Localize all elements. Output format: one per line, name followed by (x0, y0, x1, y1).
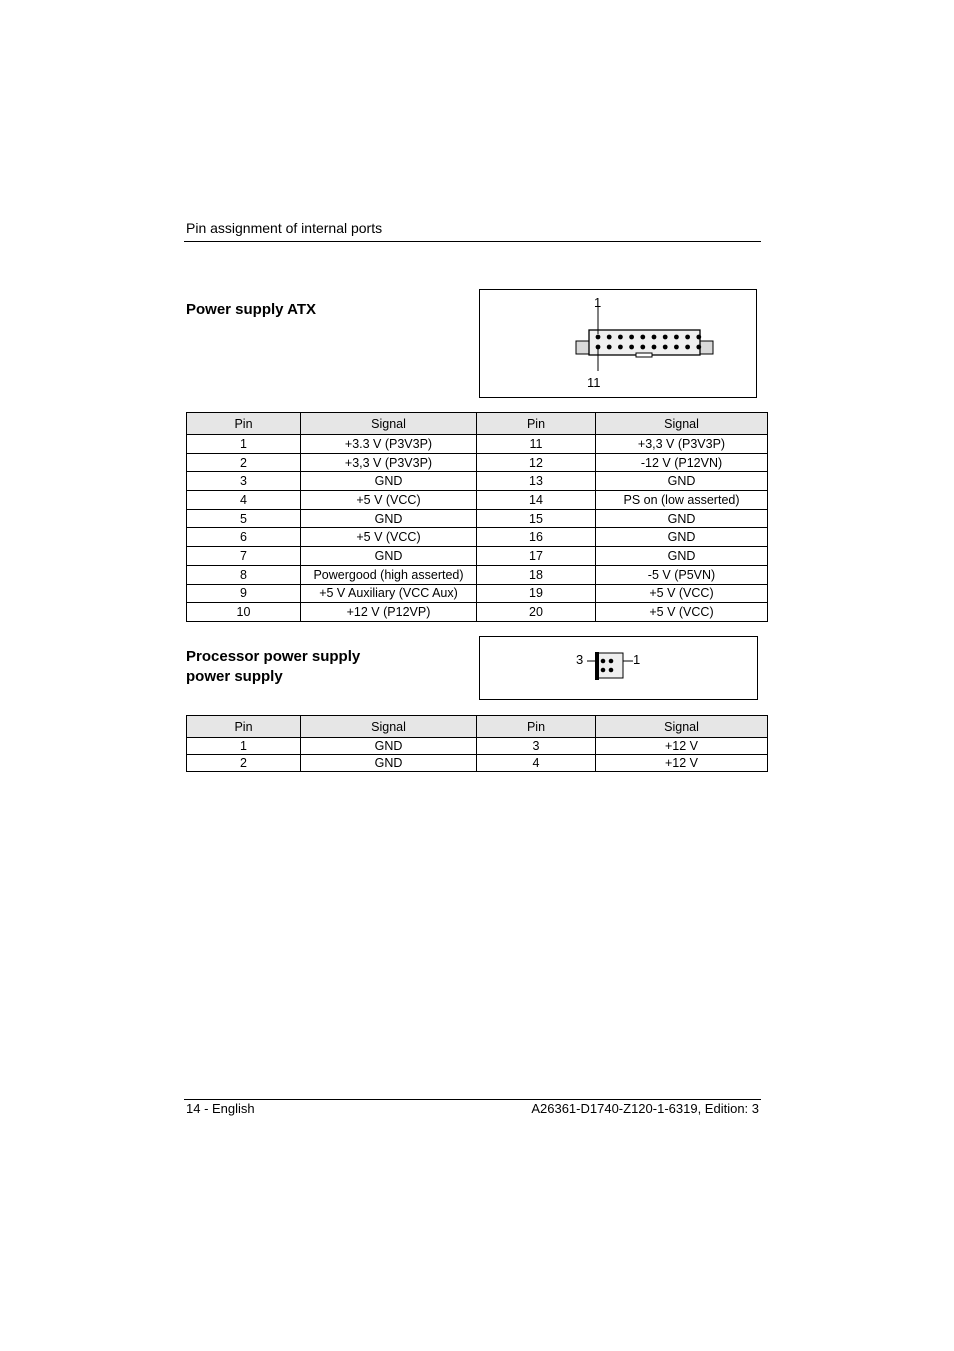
column-header: Pin (477, 716, 596, 738)
pin-dot (685, 345, 690, 350)
column-header: Signal (301, 413, 477, 435)
signal-cell: GND (596, 472, 768, 491)
pin-1-label: 1 (633, 652, 641, 667)
table-row (187, 491, 768, 510)
pin-cell: 7 (187, 547, 301, 566)
pin-cell: 9 (187, 584, 301, 603)
table-row (187, 472, 768, 491)
pin-cell: 8 (187, 565, 301, 584)
signal-cell: GND (301, 472, 477, 491)
column-header: Signal (596, 716, 768, 738)
pin-dot (663, 345, 668, 350)
pin-cell: 5 (187, 509, 301, 528)
signal-cell: GND (596, 528, 768, 547)
signal-cell: +5 V Auxiliary (VCC Aux) (301, 584, 477, 603)
pin-dot (696, 335, 701, 340)
pin-cell: 1 (187, 435, 301, 454)
pin-dot (640, 335, 645, 340)
table-row (187, 603, 768, 622)
column-header: Signal (301, 716, 477, 738)
pin-dot (618, 335, 623, 340)
header-rule (184, 241, 761, 242)
table-header-row (187, 413, 768, 435)
table-header-row (187, 716, 768, 738)
signal-cell: -12 V (P12VN) (596, 453, 768, 472)
pin-dot (696, 345, 701, 350)
pin-cell: 20 (477, 603, 596, 622)
pin-dot (607, 335, 612, 340)
table-row (187, 738, 768, 755)
cpu-connector-icon (480, 637, 757, 699)
signal-cell: Powergood (high asserted) (301, 565, 477, 584)
pin-cell: 18 (477, 565, 596, 584)
pin-cell: 19 (477, 584, 596, 603)
pin-1-label: 1 (594, 295, 602, 310)
table-row (187, 509, 768, 528)
atx-pin-table (186, 412, 768, 622)
pin-cell: 2 (187, 755, 301, 772)
signal-cell: GND (301, 547, 477, 566)
signal-cell: +5 V (VCC) (301, 491, 477, 510)
running-header: Pin assignment of internal ports (186, 220, 383, 236)
pin-dot (640, 345, 645, 350)
pin-cell: 4 (187, 491, 301, 510)
pin-dot (652, 335, 657, 340)
signal-cell: +12 V (596, 755, 768, 772)
table-row (187, 547, 768, 566)
pin-dot (596, 345, 601, 350)
pin-cell: 17 (477, 547, 596, 566)
pin-cell: 16 (477, 528, 596, 547)
pin-dot (674, 345, 679, 350)
pin-3-label: 3 (576, 652, 584, 667)
pin-dot (663, 335, 668, 340)
footer-rule (184, 1099, 761, 1100)
pin-dot (629, 335, 634, 340)
signal-cell: +3.3 V (P3V3P) (301, 435, 477, 454)
pin-cell: 12 (477, 453, 596, 472)
cpu-pin-table (186, 715, 768, 772)
pin-dot (596, 335, 601, 340)
table-row (187, 565, 768, 584)
column-header: Pin (187, 716, 301, 738)
document-id: A26361-D1740-Z120-1-6319, Edition: 3 (531, 1101, 759, 1116)
cpu-connector-diagram (479, 636, 758, 700)
signal-cell: GND (301, 509, 477, 528)
atx-section-title: Power supply ATX (186, 301, 317, 318)
signal-cell: -5 V (P5VN) (596, 565, 768, 584)
signal-cell: +3,3 V (P3V3P) (596, 435, 768, 454)
cpu-section-title (186, 647, 360, 687)
pin-dot (652, 345, 657, 350)
pin-dot (674, 335, 679, 340)
pin-cell: 13 (477, 472, 596, 491)
pin-cell: 1 (187, 738, 301, 755)
pin-cell: 11 (477, 435, 596, 454)
signal-cell: +5 V (VCC) (596, 603, 768, 622)
pin-cell: 10 (187, 603, 301, 622)
table-row (187, 453, 768, 472)
pin-cell: 4 (477, 755, 596, 772)
pin-dot (685, 335, 690, 340)
pin-cell: 3 (477, 738, 596, 755)
atx-connector-icon (480, 290, 756, 397)
table-row (187, 528, 768, 547)
column-header: Pin (187, 413, 301, 435)
cpu-title-line-1: Processor power supply (186, 648, 361, 665)
signal-cell: GND (596, 547, 768, 566)
signal-cell: +3,3 V (P3V3P) (301, 453, 477, 472)
signal-cell: PS on (low asserted) (596, 491, 768, 510)
table-row (187, 584, 768, 603)
signal-cell: +12 V (P12VP) (301, 603, 477, 622)
signal-cell: +5 V (VCC) (596, 584, 768, 603)
table-row (187, 755, 768, 772)
pin-cell: 14 (477, 491, 596, 510)
pin-dot (629, 345, 634, 350)
pin-cell: 6 (187, 528, 301, 547)
signal-cell: +5 V (VCC) (301, 528, 477, 547)
pin-cell: 3 (187, 472, 301, 491)
cpu-title-line-2: power supply (186, 668, 283, 685)
pin-cell: 15 (477, 509, 596, 528)
atx-connector-diagram (479, 289, 757, 398)
column-header: Signal (596, 413, 768, 435)
column-header: Pin (477, 413, 596, 435)
signal-cell: +12 V (596, 738, 768, 755)
pin-11-label: 11 (587, 375, 601, 390)
pin-dot (618, 345, 623, 350)
signal-cell: GND (301, 738, 477, 755)
signal-cell: GND (301, 755, 477, 772)
page-number: 14 - English (186, 1101, 255, 1116)
pin-cell: 2 (187, 453, 301, 472)
pin-dot (607, 345, 612, 350)
table-row (187, 435, 768, 454)
signal-cell: GND (596, 509, 768, 528)
